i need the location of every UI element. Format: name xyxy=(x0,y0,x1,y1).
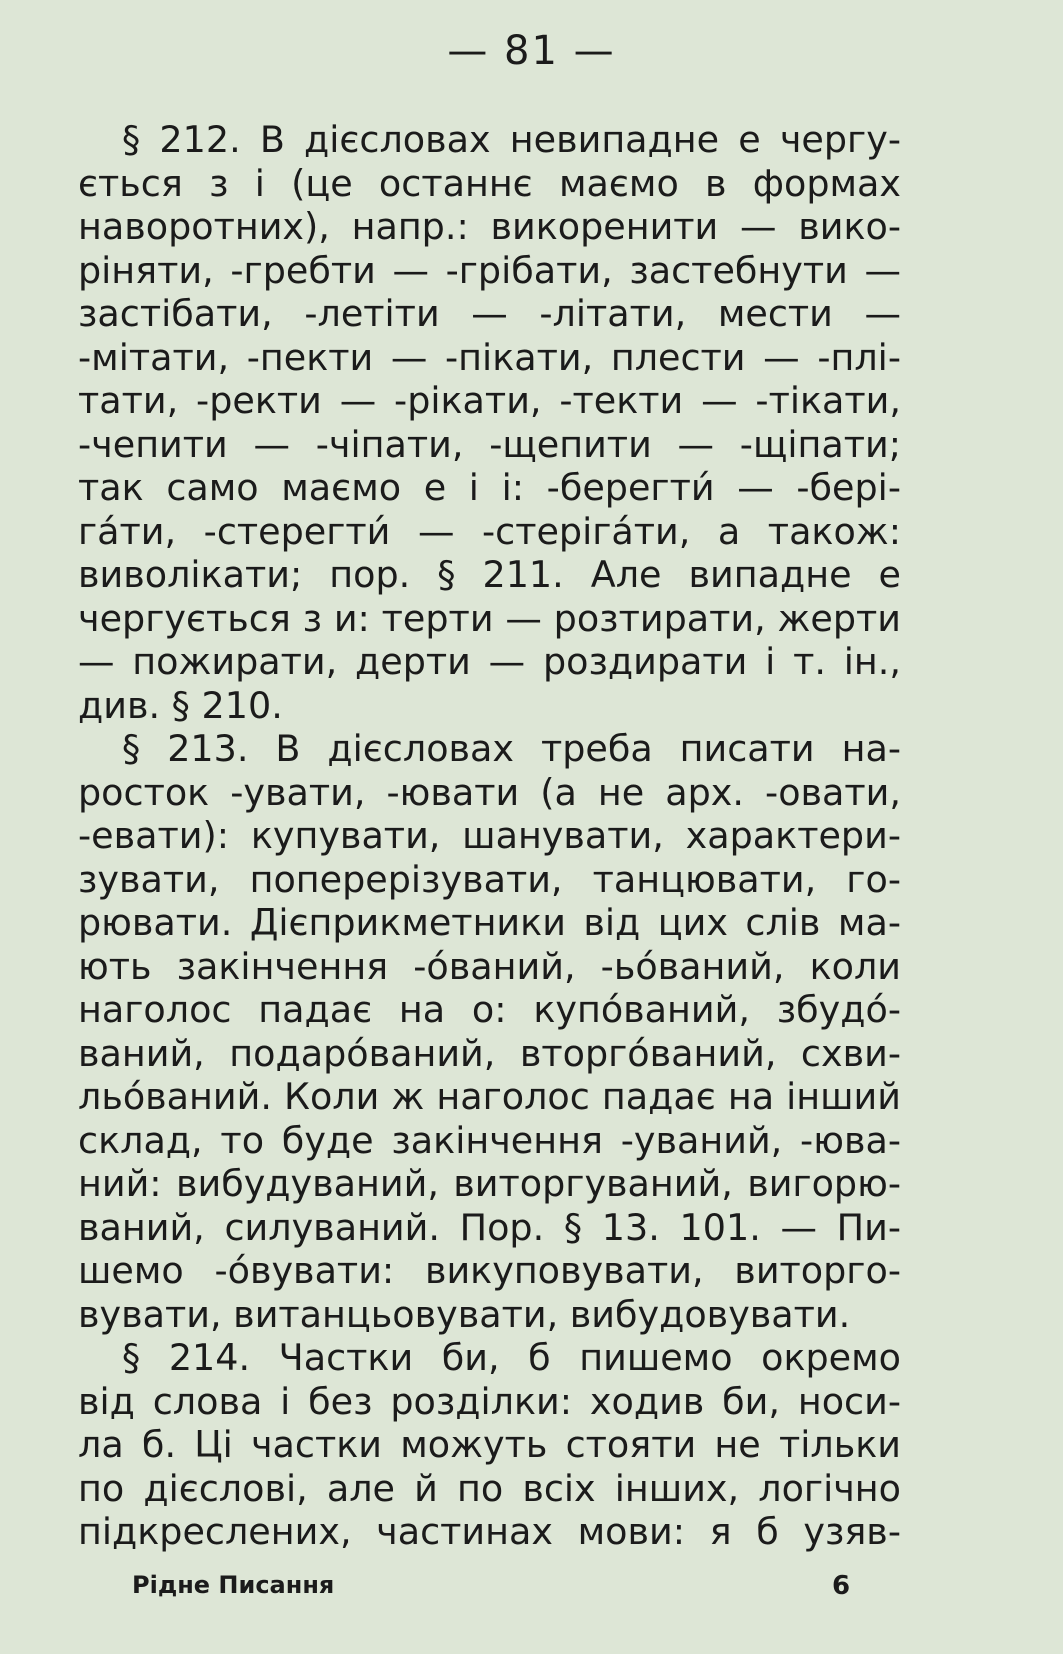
text-line: так само маємо е і і: -берегти́ — -бері- xyxy=(78,466,901,509)
page-number: — 81 — xyxy=(447,28,616,74)
text-line: вувати, витанцьовувати, вибудовувати. xyxy=(78,1292,851,1336)
text-line: див. § 210. xyxy=(78,683,283,727)
text-line: ла б. Ці частки можуть стояти не тільки xyxy=(78,1423,901,1466)
text-line: рювати. Дієприкметники від цих слів ма- xyxy=(78,901,901,944)
text-line: наворотних), напр.: викоренити — вико- xyxy=(78,205,901,248)
text-line: га́ти, -стерегти́ — -стеріга́ти, а також: xyxy=(78,509,901,553)
text-line: тати, -ректи — -рікати, -текти — -тікати, xyxy=(78,379,901,422)
body-text xyxy=(78,118,901,1554)
text-line: ється з і (це останнє маємо в формах xyxy=(78,161,901,205)
text-line: § 212. В дієсловах невипадне е чергу- xyxy=(122,118,901,161)
text-line: -чепити — -чіпати, -щепити — -щіпати; xyxy=(78,422,901,466)
text-line: шемо -о́вувати: викуповувати, виторго- xyxy=(78,1249,901,1292)
text-line: § 213. В дієсловах треба писати на- xyxy=(122,727,901,770)
text-line: ють закінчення -о́ваний, -ьо́ваний, коли xyxy=(78,944,901,988)
text-line: виволікати; пор. § 211. Але випадне е xyxy=(78,553,901,596)
text-line: по дієслові, але й по всіх інших, логічно xyxy=(78,1466,901,1510)
footer-sheet-number: 6 xyxy=(832,1571,851,1601)
text-line: -мітати, -пекти — -пікати, плести — -плі- xyxy=(78,335,901,379)
text-line: § 214. Частки би, б пишемо окремо xyxy=(122,1336,901,1379)
text-line: росток -увати, -ювати (а не арх. -овати, xyxy=(78,770,901,814)
text-line: склад, то буде закінчення -уваний, -юва- xyxy=(78,1118,901,1162)
footer-signature: Рідне Писання xyxy=(132,1571,335,1599)
text-line: — пожирати, дерти — роздирати і т. ін., xyxy=(78,640,901,683)
text-line: зувати, поперерізувати, танцювати, го- xyxy=(78,857,901,901)
text-line: від слова і без розділки: ходив би, носи- xyxy=(78,1379,901,1423)
text-line: ріняти, -гребти — -грібати, застебнути — xyxy=(78,248,901,292)
text-line: ваний, силуваний. Пор. § 13. 101. — Пи- xyxy=(78,1205,901,1249)
text-line: ваний, подаро́ваний, вторго́ваний, схви- xyxy=(78,1031,901,1075)
text-line: чергується з и: терти — розтирати, жерти xyxy=(78,596,901,640)
text-line: застібати, -летіти — -літати, мести — xyxy=(78,292,901,335)
text-line: льо́ваний. Коли ж наголос падає на інший xyxy=(78,1075,901,1118)
text-line: підкреслених, частинах мови: я б узяв- xyxy=(78,1510,901,1553)
text-line: ний: вибудуваний, виторгуваний, вигорю- xyxy=(78,1162,901,1205)
text-line: -евати): купувати, шанувати, характери- xyxy=(78,814,901,857)
text-line: наголос падає на о: купо́ваний, збудо́- xyxy=(78,988,901,1031)
